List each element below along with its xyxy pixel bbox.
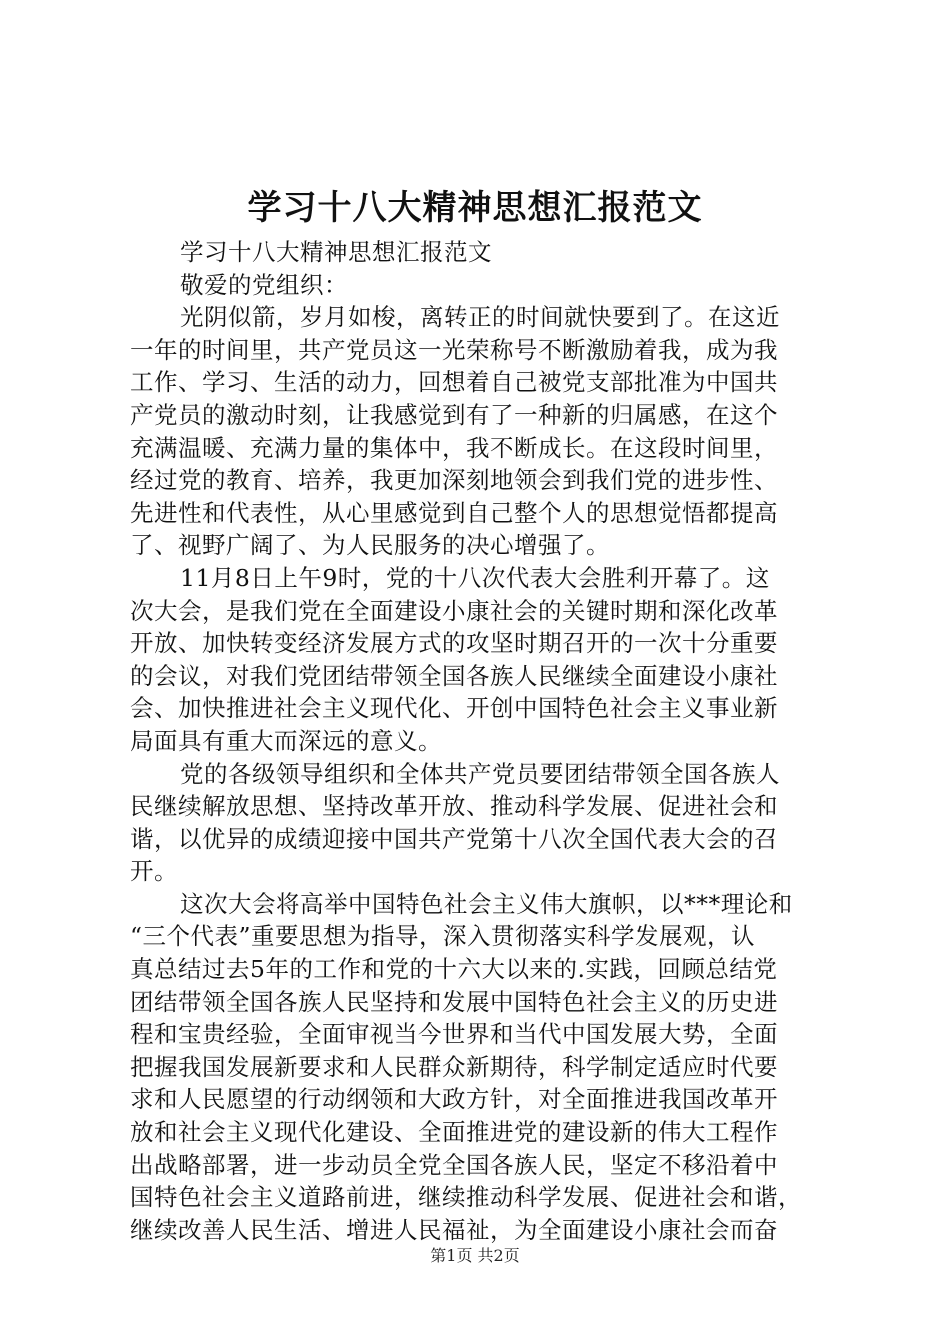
document-title: 学习十八大精神思想汇报范文 — [247, 188, 703, 228]
text-line: 国特色社会主义道路前进，继续推动科学发展、促进社会和谐， — [130, 1183, 802, 1212]
text-line: 了、视野广阔了、为人民服务的决心增强了。 — [130, 531, 610, 560]
text-line: 党的各级领导组织和全体共产党员要团结带领全国各族人 — [180, 759, 780, 788]
text-line: 团结带领全国各族人民坚持和发展中国特色社会主义的历史进 — [130, 987, 778, 1016]
text-line: 经过党的教育、培养，我更加深刻地领会到我们党的进步性、 — [130, 466, 778, 495]
text-line: 民继续解放思想、坚持改革开放、推动科学发展、促进社会和 — [130, 792, 778, 821]
text-line: 充满温暖、充满力量的集体中，我不断成长。在这段时间里， — [130, 433, 778, 462]
text-line: 出战略部署，进一步动员全党全国各族人民，坚定不移沿着中 — [130, 1150, 778, 1179]
text-line: 产党员的激动时刻，让我感觉到有了一种新的归属感，在这个 — [130, 400, 778, 429]
text-line: 开。 — [130, 857, 178, 886]
page-number: 第1页 共2页 — [430, 1246, 520, 1265]
text-line: “三个代表”重要思想为指导，深入贯彻落实科学发展观，认 — [130, 922, 756, 951]
text-line: 工作、学习、生活的动力，回想着自己被党支部批准为中国共 — [130, 368, 778, 397]
text-line: 一年的时间里，共产党员这一光荣称号不断激励着我，成为我 — [130, 335, 778, 364]
text-line: 继续改善人民生活、增进人民福祉，为全面建设小康社会而奋 — [130, 1215, 778, 1244]
text-line: 光阴似箭，岁月如梭，离转正的时间就快要到了。在这近 — [180, 303, 780, 332]
text-line: 把握我国发展新要求和人民群众新期待，科学制定适应时代要 — [130, 1052, 778, 1081]
text-line: 局面具有重大而深远的意义。 — [130, 726, 442, 755]
text-line: 学习十八大精神思想汇报范文 — [180, 238, 492, 266]
text-line: 求和人民愿望的行动纲领和大政方针，对全面推进我国改革开 — [130, 1085, 778, 1114]
text-line: 真总结过去5年的工作和党的十六大以来的.实践，回顾总结党 — [130, 955, 778, 984]
text-line: 这次大会将高举中国特色社会主义伟大旗帜，以***理论和 — [180, 889, 793, 918]
text-line: 程和宝贵经验，全面审视当今世界和当代中国发展大势，全面 — [130, 1020, 778, 1049]
text-line: 次大会，是我们党在全面建设小康社会的关键时期和深化改革 — [130, 596, 778, 625]
text-line: 放和社会主义现代化建设、全面推进党的建设新的伟大工程作 — [130, 1118, 778, 1147]
document-body — [130, 236, 830, 1246]
text-line: 先进性和代表性，从心里感觉到自己整个人的思想觉悟都提高 — [130, 498, 778, 527]
text-line: 的会议，对我们党团结带领全国各族人民继续全面建设小康社 — [130, 661, 778, 690]
text-line: 谐，以优异的成绩迎接中国共产党第十八次全国代表大会的召 — [130, 824, 778, 853]
text-line: 敬爱的党组织： — [180, 270, 348, 299]
text-line: 开放、加快转变经济发展方式的攻坚时期召开的一次十分重要 — [130, 629, 778, 658]
text-line: 会、加快推进社会主义现代化、开创中国特色社会主义事业新 — [130, 694, 778, 723]
text-line: 11月8日上午9时，党的十八次代表大会胜利开幕了。这 — [180, 563, 770, 592]
